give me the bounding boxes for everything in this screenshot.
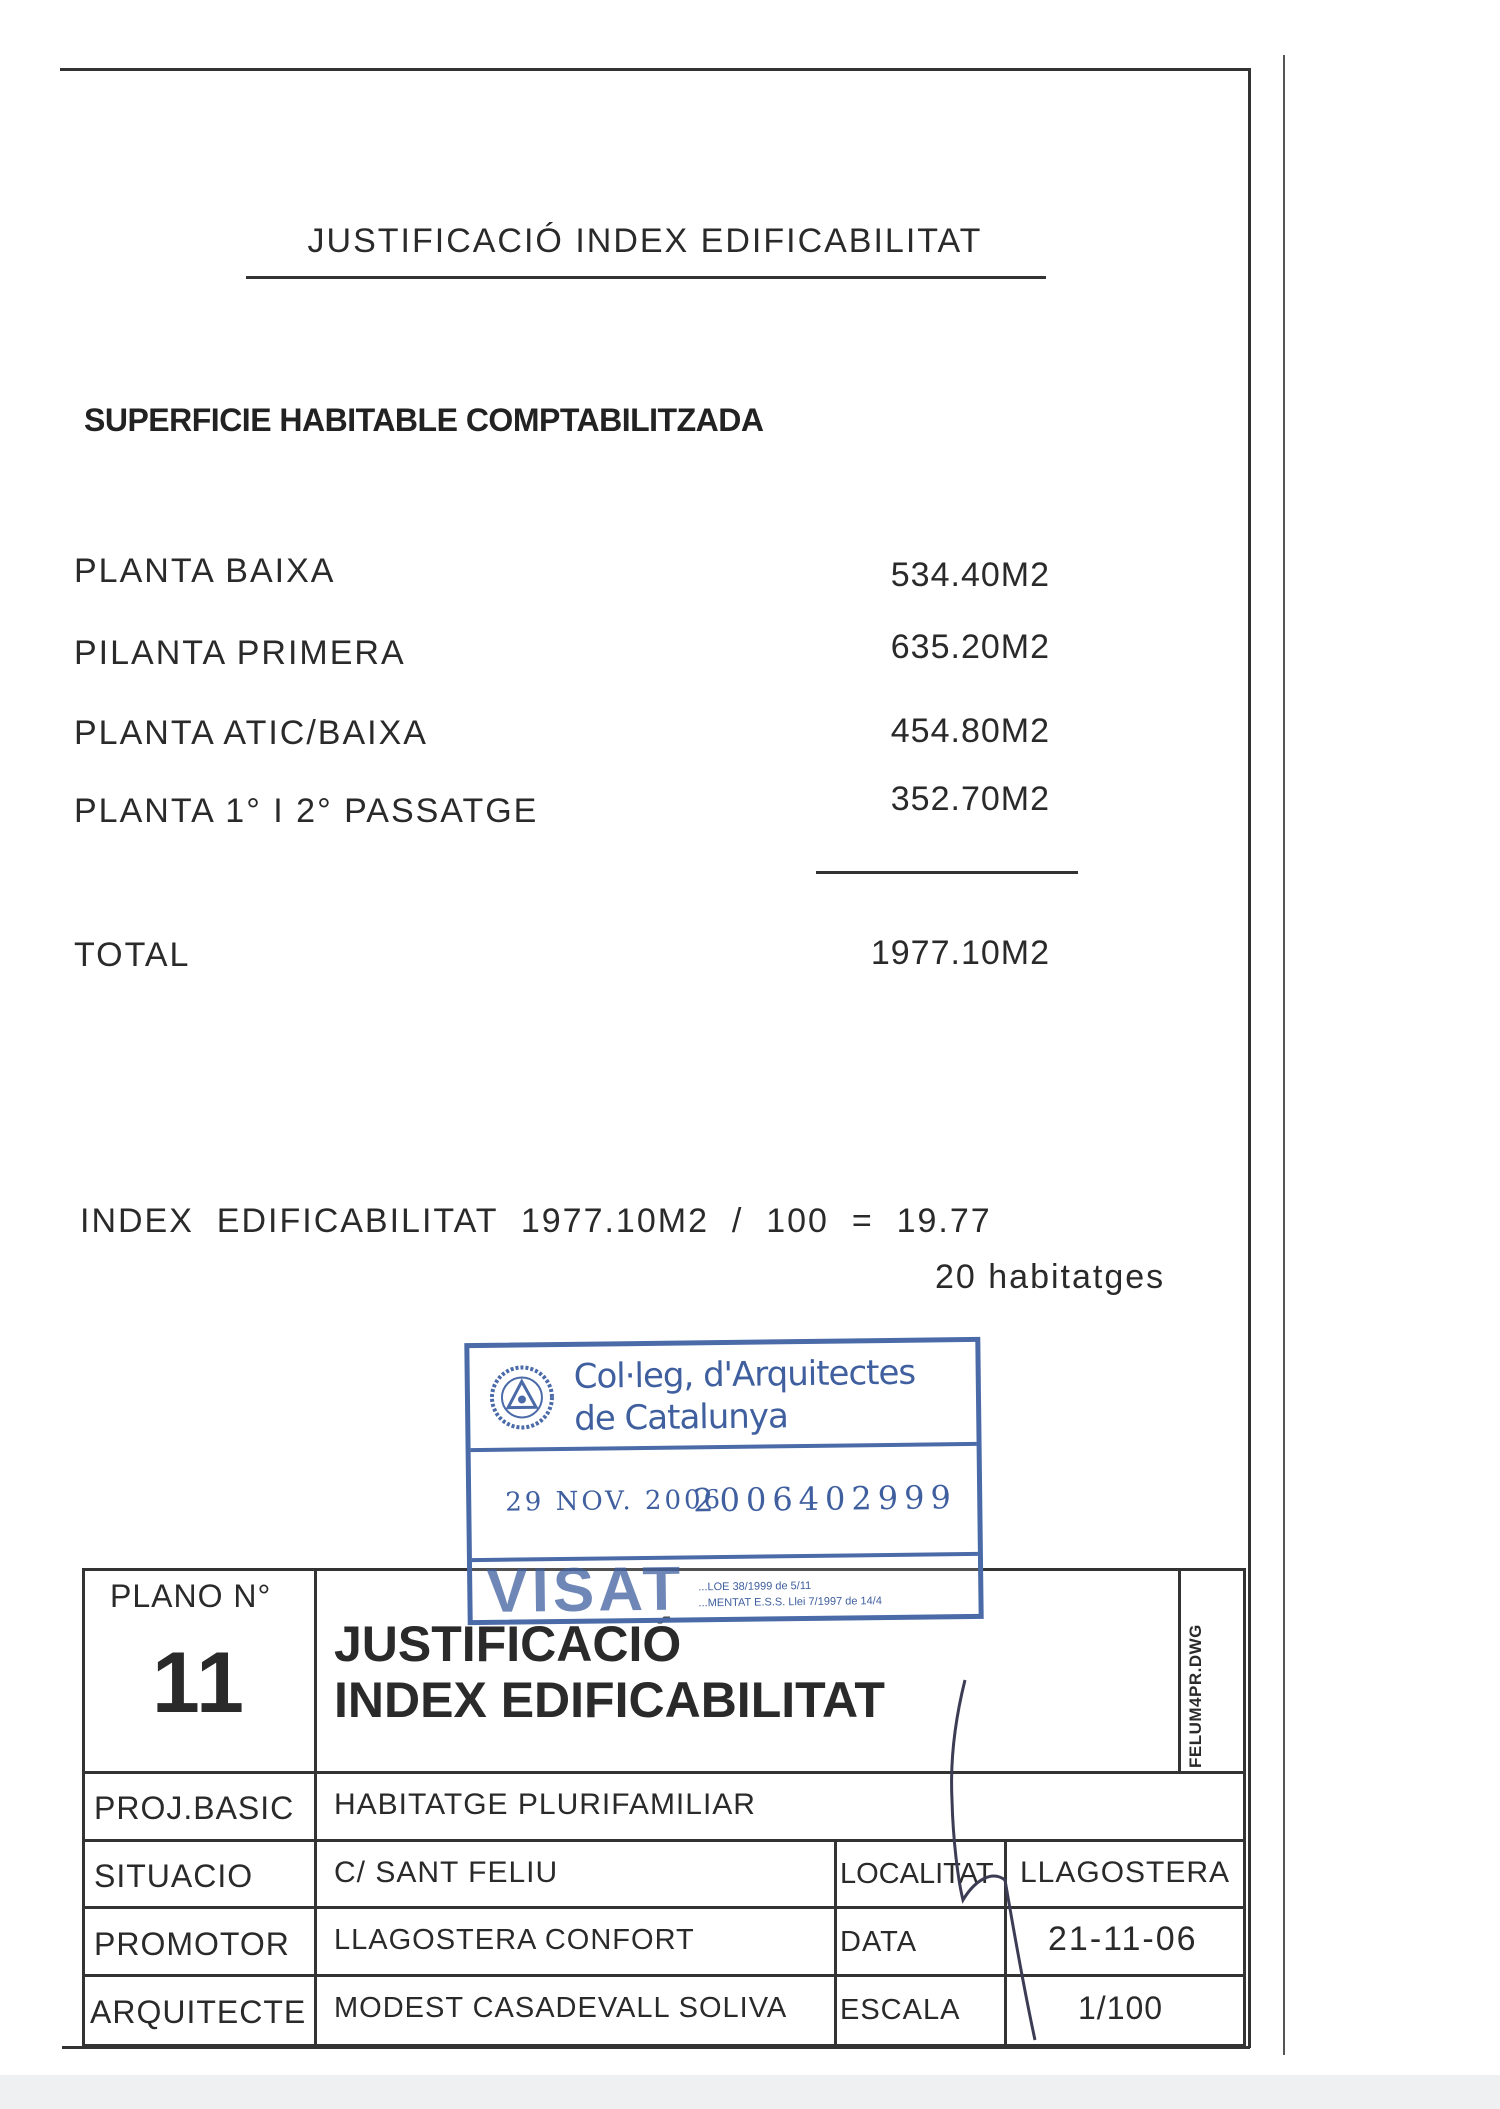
promotor-label: PROMOTOR — [94, 1926, 290, 1962]
promotor-value: LLAGOSTERA CONFORT — [334, 1924, 695, 1956]
area-value-planta-baixa: 534.40M2 — [890, 556, 1050, 594]
area-label-passatge: PLANTA 1° I 2° PASSATGE — [74, 792, 539, 830]
data-label: DATA — [840, 1926, 918, 1958]
arquitecte-value: MODEST CASADEVALL SOLIVA — [334, 1992, 788, 2024]
area-value-planta-atic: 454.80M2 — [890, 712, 1050, 750]
proj-value: HABITATGE PLURIFAMILIAR — [334, 1788, 756, 1821]
stamp-number: 2006402999 — [693, 1478, 958, 1520]
stamp-line-1: Col·leg, d'Arquitectes — [573, 1352, 916, 1397]
index-formula: INDEX EDIFICABILITAT 1977.10M2 / 100 = 19.77 — [80, 1202, 992, 1240]
area-label-planta-atic: PLANTA ATIC/BAIXA — [74, 714, 428, 752]
escala-label: ESCALA — [840, 1994, 961, 2026]
drawing-title — [334, 1616, 885, 1728]
localitat-label: LOCALITAT — [840, 1858, 994, 1890]
stamp-line-2: de Catalunya — [573, 1396, 789, 1439]
stamp-small-line-2: ...MENTAT E.S.S. Llei 7/1997 de 14/4 — [698, 1595, 882, 1610]
file-name: FELUM4PR.DWG — [1186, 1624, 1205, 1768]
frame-right-border — [1248, 68, 1251, 2048]
area-value-planta-primera: 635.20M2 — [890, 628, 1050, 666]
total-value: 1977.10M2 — [870, 934, 1050, 972]
stamp-date: 29 NOV. 2006 — [505, 1485, 724, 1518]
visat-stamp — [464, 1337, 983, 1625]
title-block — [82, 1568, 1246, 2047]
drawing-title-line2: INDEX EDIFICABILITAT — [334, 1672, 885, 1728]
college-emblem-icon — [488, 1363, 557, 1432]
arquitecte-label: ARQUITECTE — [90, 1994, 307, 2030]
stamp-visat: VISAT — [485, 1554, 685, 1626]
plano-number: 11 — [152, 1635, 245, 1731]
index-result: 20 habitatges — [935, 1258, 1166, 1296]
area-label-planta-primera: PILANTA PRIMERA — [74, 634, 406, 672]
sum-rule — [816, 871, 1078, 874]
stamp-small-line-1: ...LOE 38/1999 de 5/11 — [698, 1579, 812, 1594]
drawing-title-line1: JUSTIFICACIÓ — [334, 1616, 682, 1672]
title-underline — [246, 276, 1046, 279]
document-title: JUSTIFICACIÓ INDEX EDIFICABILITAT — [307, 222, 983, 260]
sheet-edge-line — [1283, 55, 1285, 2055]
area-value-passatge: 352.70M2 — [890, 780, 1050, 818]
proj-label: PROJ.BASIC — [94, 1790, 295, 1826]
localitat-value: LLAGOSTERA — [1020, 1856, 1231, 1889]
plano-label: PLANO N° — [110, 1578, 272, 1614]
frame-top-border — [60, 68, 1250, 71]
section-heading: SUPERFICIE HABITABLE COMPTABILITZADA — [84, 402, 764, 438]
area-label-planta-baixa: PLANTA BAIXA — [74, 552, 336, 590]
total-label: TOTAL — [74, 936, 191, 974]
escala-value: 1/100 — [1078, 1990, 1164, 2026]
situacio-value: C/ SANT FELIU — [334, 1856, 559, 1889]
data-value: 21-11-06 — [1048, 1920, 1198, 1958]
situacio-label: SITUACIO — [94, 1858, 254, 1894]
